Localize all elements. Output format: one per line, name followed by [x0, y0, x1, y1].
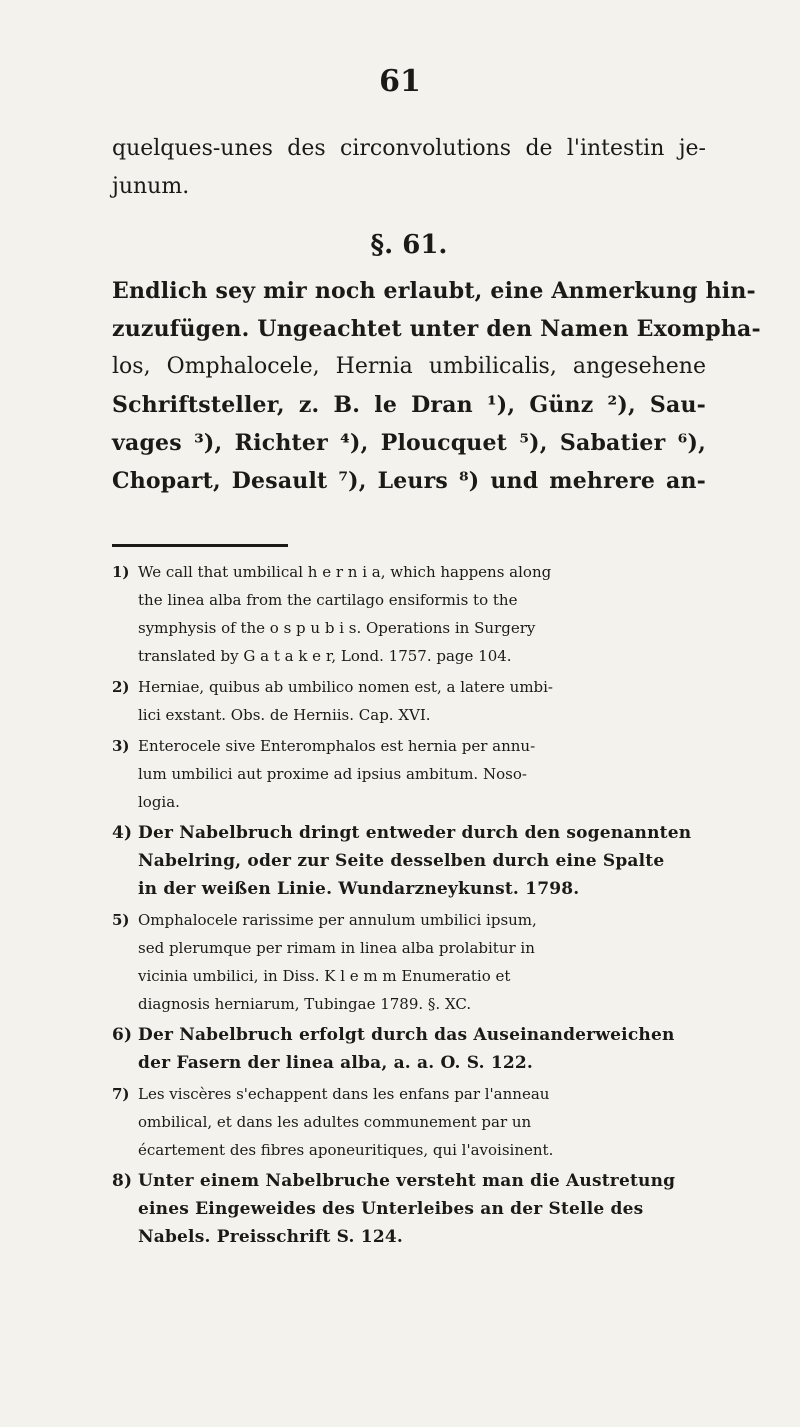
footnote-number: 7): [112, 1085, 130, 1103]
footnote-line: We call that umbilical h e r n i a, which happens along: [138, 563, 552, 581]
footnote-line: Der Nabelbruch dringt entweder durch den sogenannten: [138, 823, 692, 843]
text-line: Schriftsteller, z. B. le Dran ¹), Günz ²), Sau-: [112, 392, 706, 418]
footnote-8: [112, 1167, 706, 1251]
footnote-line: Nabels. Preisschrift S. 124.: [138, 1227, 403, 1247]
footnote-1: [112, 558, 706, 670]
footnote-number: 5): [112, 911, 130, 929]
footnote-line: Unter einem Nabelbruche versteht man die Austretung: [138, 1171, 676, 1191]
text-line: vages ³), Richter ⁴), Ploucquet ⁵), Sabatier ⁶),: [112, 430, 706, 456]
footnote-2: [112, 673, 706, 729]
main-text: [112, 130, 761, 500]
footnote-line: der Fasern der linea alba, a. a. O. S. 122.: [138, 1053, 534, 1073]
footnote-number: 3): [112, 737, 130, 755]
footnote-number: 1): [112, 563, 130, 581]
footnote-line: lum umbilici aut proxime ad ipsius ambitum. Noso-: [138, 765, 527, 783]
footnote-line: ombilical, et dans les adultes communement par un: [138, 1113, 532, 1131]
footnote-line: écartement des fibres aponeuritiques, qui l'avoisinent.: [138, 1141, 554, 1159]
page-number: 61: [379, 64, 421, 99]
footnote-3: [112, 732, 706, 816]
footnote-line: translated by G a t a k e r, Lond. 1757. page 104.: [138, 647, 512, 665]
text-line: Endlich sey mir noch erlaubt, eine Anmerkung hin-: [112, 278, 756, 304]
footnote-line: Der Nabelbruch erfolgt durch das Auseinanderweichen: [138, 1025, 675, 1045]
footnote-7: [112, 1080, 706, 1164]
footnote-line: Les viscères s'echappent dans les enfans par l'anneau: [138, 1085, 550, 1103]
footnote-line: symphysis of the o s p u b i s. Operations in Surgery: [138, 619, 536, 637]
text-line: los, Omphalocele, Hernia umbilicalis, angesehene: [112, 354, 706, 379]
footnote-line: the linea alba from the cartilago ensiformis to the: [138, 591, 518, 609]
footnote-number: 6): [112, 1025, 133, 1045]
footnote-line: vicinia umbilici, in Diss. K l e m m Enumeratio et: [138, 967, 511, 985]
footnote-number: 2): [112, 678, 130, 696]
text-line: junum.: [112, 174, 190, 199]
footnote-line: Omphalocele rarissime per annulum umbilici ipsum,: [138, 911, 537, 929]
text-line: Chopart, Desault ⁷), Leurs ⁸) und mehrere an-: [112, 468, 706, 494]
footnote-line: lici exstant. Obs. de Herniis. Cap. XVI.: [138, 706, 431, 724]
footnote-line: in der weißen Linie. Wundarzneykunst. 1798.: [138, 879, 580, 899]
footnotes: [112, 558, 706, 1254]
footnote-line: eines Eingeweides des Unterleibes an der Stelle des: [138, 1199, 644, 1219]
text-line: zuzufügen. Ungeachtet unter den Namen Exompha-: [112, 316, 761, 342]
section-heading: §. 61.: [370, 230, 448, 260]
footnote-rule: [112, 544, 288, 547]
footnote-6: [112, 1021, 706, 1077]
text-line: quelques-unes des circonvolutions de l'intestin je-: [112, 136, 706, 161]
footnote-line: Nabelring, oder zur Seite desselben durch eine Spalte: [138, 851, 665, 871]
footnote-number: 8): [112, 1171, 133, 1191]
footnote-line: logia.: [138, 793, 180, 811]
footnote-4: [112, 819, 706, 903]
footnote-line: diagnosis herniarum, Tubingae 1789. §. XC.: [138, 995, 472, 1013]
footnote-number: 4): [112, 823, 133, 843]
footnote-5: [112, 906, 706, 1018]
footnote-line: Herniae, quibus ab umbilico nomen est, a latere umbi-: [138, 678, 554, 696]
footnote-line: Enterocele sive Enteromphalos est hernia per annu-: [138, 737, 536, 755]
footnote-line: sed plerumque per rimam in linea alba prolabitur in: [138, 939, 535, 957]
